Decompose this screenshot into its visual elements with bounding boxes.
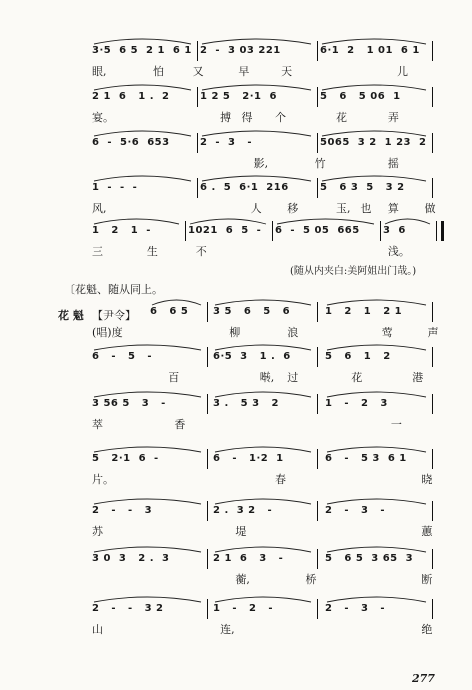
stage-direction-offstage: (随从内夹白:美阿姐出门哉。) (290, 266, 417, 277)
lyric-char: 早 (238, 65, 250, 78)
slur-arc (322, 85, 426, 90)
barline (432, 549, 433, 569)
lyric-char: 一 (390, 418, 402, 431)
lyric-char: 三 (92, 245, 103, 258)
slur-arc (94, 597, 201, 602)
lyric-char: 搏 (220, 111, 232, 124)
slur-arc (322, 39, 426, 44)
barline (317, 133, 318, 153)
lyric-char: 桥 (305, 573, 317, 586)
slur-arc (277, 219, 374, 224)
lyric-char: 生 (146, 245, 158, 258)
lyric-char: 又 (192, 65, 204, 78)
barline (432, 302, 433, 322)
lyric-char: 断 (421, 573, 433, 586)
barline (380, 221, 381, 241)
barline (197, 178, 198, 198)
notation-measure: 6 - 1·2 1 (213, 453, 284, 464)
slur-arc (327, 499, 426, 504)
barline (207, 449, 208, 469)
barline (432, 394, 433, 414)
lyric-char: 影, (253, 157, 269, 170)
lyric-char: 竹 (314, 157, 326, 170)
barline (207, 394, 208, 414)
notation-measure: 3 56 5 3 - (92, 398, 166, 409)
barline (432, 449, 433, 469)
lyric-char: 柳 (229, 326, 241, 339)
lyric-char: 个 (275, 111, 286, 124)
lyric-char: 花 (336, 111, 347, 124)
barline (207, 501, 208, 521)
singer-name: 花 魁 (58, 309, 84, 322)
lyric-char: 香 (174, 418, 186, 431)
slur-arc (94, 547, 201, 552)
slur-arc (202, 131, 311, 136)
final-double-barline (436, 221, 444, 241)
lyric-char: 弄 (387, 111, 399, 124)
slur-arc (327, 547, 426, 552)
notation-measure: 6 - 5 05 665 (275, 225, 360, 236)
notation-measure: 5 6 1 2 (325, 351, 391, 362)
notation-measure: 2 . 3 2 - (213, 505, 273, 516)
notation-measure: 5 6 5 3 65 3 (325, 553, 414, 564)
barline (317, 599, 318, 619)
barline (207, 549, 208, 569)
lyric-char: 堤 (235, 525, 247, 538)
slur-arc (385, 219, 430, 224)
slur-arc (327, 597, 426, 602)
slur-arc (202, 85, 311, 90)
lyric-char: 绝 (421, 623, 433, 636)
barline (207, 347, 208, 367)
lyric-char: 天 (281, 65, 293, 78)
lyric-char: 浅。 (387, 245, 410, 258)
stage-direction-enter: 〔花魁、随从同上。 (64, 283, 163, 296)
notation-measure: 6 - 5 3 6 1 (325, 453, 407, 464)
notation-measure: 2 - - 3 2 (92, 603, 164, 614)
lyric-char: 声 (427, 326, 439, 339)
lyric-char: 连, (220, 623, 235, 636)
notation-measure: 1021 6 5 - (188, 225, 262, 236)
lyric-char: 摇 (387, 157, 399, 170)
barline (317, 394, 318, 414)
lyric-char: 做 (424, 202, 436, 215)
barline (185, 221, 186, 241)
barline (317, 178, 318, 198)
lyric-char: 移 (287, 202, 299, 215)
barline (432, 133, 433, 153)
lyric-char: 浪 (287, 326, 299, 339)
lyric-char: 不 (195, 245, 207, 258)
lyric-char: 花 (351, 371, 363, 384)
lyric-char: 过 (287, 371, 299, 384)
slur-arc (202, 39, 311, 44)
barline (317, 41, 318, 61)
notation-measure: 2 1 6 1 . 2 (92, 91, 170, 102)
slur-arc (94, 39, 191, 44)
page-number: 277 (412, 672, 435, 685)
barline (317, 549, 318, 569)
lyric-char: 蕙 (421, 525, 433, 538)
slur-arc (327, 447, 426, 452)
notation-measure: 6 . 5 6·1 216 (200, 182, 289, 193)
slur-arc (152, 300, 201, 305)
lyric-char: 港 (412, 371, 424, 384)
notation-measure: 3 0 3 2 . 3 (92, 553, 170, 564)
notation-measure: 1 2 5 2·1 6 (200, 91, 277, 102)
lyric-char: 人 (250, 202, 262, 215)
lyric-char: 风, (92, 202, 107, 215)
notation-measure: 6 - 5 - (92, 351, 153, 362)
slur-arc (202, 176, 311, 181)
barline (432, 178, 433, 198)
slur-arc (94, 131, 191, 136)
slur-arc (190, 219, 266, 224)
lyric-char: 也 (360, 202, 372, 215)
notation-measure: 6 6 5 (150, 306, 189, 317)
barline (207, 599, 208, 619)
lyric-char: 眼, (92, 65, 107, 78)
notation-measure: 3 6 (383, 225, 406, 236)
lyric-char: 莺 (381, 326, 393, 339)
lyric-char: 得 (241, 111, 253, 124)
slur-arc (327, 300, 426, 305)
notation-measure: 2 - 3 03 221 (200, 45, 281, 56)
slur-arc (322, 176, 426, 181)
barline (272, 221, 273, 241)
notation-measure: 5 6 3 5 3 2 (320, 182, 405, 193)
slur-arc (215, 447, 311, 452)
slur-arc (327, 392, 426, 397)
slur-arc (215, 597, 311, 602)
slur-arc (94, 219, 179, 224)
lyric-char: 萃 (92, 418, 103, 431)
notation-measure: 1 - - - (92, 182, 138, 193)
lyric-char: (唱)度 (92, 326, 123, 339)
notation-measure: 6·1 2 1 01 6 1 (320, 45, 420, 56)
barline (317, 501, 318, 521)
slur-arc (215, 547, 311, 552)
barline (432, 347, 433, 367)
notation-measure: 5065 3 2 1 23 2 (320, 137, 427, 148)
slur-arc (94, 345, 201, 350)
slur-arc (94, 447, 201, 452)
notation-measure: 2 - 3 - (325, 505, 386, 516)
slur-arc (94, 392, 201, 397)
slur-arc (94, 85, 191, 90)
barline (197, 133, 198, 153)
slur-arc (94, 176, 191, 181)
barline (317, 347, 318, 367)
barline (317, 87, 318, 107)
slur-arc (327, 345, 426, 350)
notation-measure: 3·5 6 5 2 1 6 1 (92, 45, 192, 56)
barline (432, 41, 433, 61)
notation-measure: 5 2·1 6 - (92, 453, 159, 464)
lyric-char: 蘅, (235, 573, 250, 586)
notation-measure: 6 - 5·6 653 (92, 137, 170, 148)
barline (197, 41, 198, 61)
slur-arc (215, 499, 311, 504)
lyric-char: 山 (92, 623, 103, 636)
lyric-char: 百 (168, 371, 180, 384)
notation-measure: 1 2 1 2 1 (325, 306, 403, 317)
notation-measure: 1 2 1 - (92, 225, 151, 236)
notation-measure: 3 5 6 5 6 (213, 306, 291, 317)
slur-arc (94, 499, 201, 504)
notation-measure: 3 . 5 3 2 (213, 398, 279, 409)
lyric-char: 宴。 (92, 111, 114, 124)
lyric-char: 怕 (153, 65, 164, 78)
notation-measure: 2 - 3 - (200, 137, 253, 148)
lyric-char: 苏 (92, 525, 103, 538)
lyric-char: 片。 (92, 473, 114, 486)
slur-arc (215, 392, 311, 397)
lyric-char: 啭, (259, 371, 275, 384)
notation-measure: 2 - - 3 (92, 505, 153, 516)
barline (197, 87, 198, 107)
barline (317, 449, 318, 469)
lyric-char: 儿 (397, 65, 408, 78)
notation-measure: 6·5 3 1 . 6 (213, 351, 291, 362)
barline (432, 501, 433, 521)
barline (432, 87, 433, 107)
slur-arc (215, 345, 311, 350)
lyric-char: 春 (275, 473, 286, 486)
slur-arc (215, 300, 311, 305)
notation-measure: 5 6 5 06 1 (320, 91, 401, 102)
barline (432, 599, 433, 619)
slur-arc (322, 131, 426, 136)
barline (207, 302, 208, 322)
notation-measure: 2 1 6 3 - (213, 553, 284, 564)
notation-measure: 1 - 2 3 (325, 398, 388, 409)
barline (317, 302, 318, 322)
lyric-char: 玉, (336, 202, 351, 215)
notation-measure: 1 - 2 - (213, 603, 274, 614)
tune-name: 【尹令】 (92, 309, 136, 322)
lyric-char: 晓 (421, 473, 433, 486)
lyric-char: 算 (387, 202, 399, 215)
notation-measure: 2 - 3 - (325, 603, 386, 614)
